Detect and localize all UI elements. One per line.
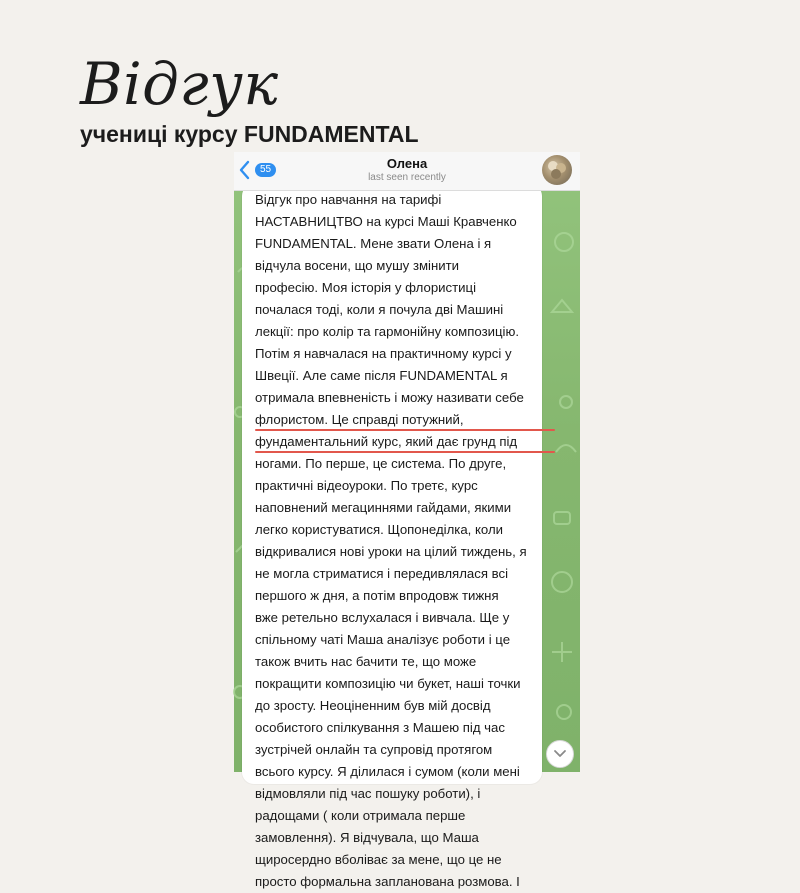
message-line: практичні відеоуроки. По третє, курс — [255, 478, 478, 493]
message-line: почалася тоді, коли я почула дві Машині — [255, 302, 504, 317]
message-line: спільному чаті Маша аналізує роботи і це — [255, 632, 511, 647]
message-line: флористом. Це справді потужний, — [255, 409, 555, 431]
message-line: отримала впевненість і можу називати себе — [255, 390, 524, 405]
message-line: професію. Моя історія у флористиці — [255, 280, 477, 295]
message-line: фундаментальний курс, який дає грунд під — [255, 431, 555, 453]
message-line: всього курсу. Я ділилася і сумом (коли мені — [255, 764, 520, 779]
message-line: зустрічей онлайн та супровід протягом — [255, 742, 493, 757]
message-line: відкривалися нові уроки на цілий тиждень, я — [255, 544, 527, 559]
bouquet-photo-icon — [542, 155, 572, 185]
chat-screenshot — [234, 152, 580, 889]
message-line: FUNDAMENTAL. Мене звати Олена і я — [255, 236, 492, 251]
message-line: до зросту. Неоціненним був мій досвід — [255, 698, 491, 713]
message-line: першого ж дня, а потім впродовж тижня — [255, 588, 499, 603]
message-line: просто формальна запланована розмова. І — [255, 874, 520, 889]
unread-count-badge: 55 — [255, 163, 276, 177]
message-line: також вчить нас бачити те, що може — [255, 654, 477, 669]
message-line: замовлення). Я відчувала, що Маша — [255, 830, 479, 845]
contact-status: last seen recently — [368, 172, 446, 183]
page-title: Відгук — [80, 50, 279, 118]
message-line: особистого спілкування з Машею під час — [255, 720, 505, 735]
message-line: вже ретельно вслухалася і вивчала. Ще у — [255, 610, 510, 625]
message-text — [255, 189, 555, 893]
chevron-down-icon — [554, 750, 566, 758]
chat-header — [234, 152, 580, 191]
message-line: Швеції. Але саме після FUNDAMENTAL я — [255, 368, 508, 383]
message-line: не могла стриматися і передивлялася всі — [255, 566, 509, 581]
page-subtitle: учениці курсу FUNDAMENTAL — [80, 121, 419, 147]
message-line: відчула восени, що мушу змінити — [255, 258, 460, 273]
message-line: лекції: про колір та гармонійну композицію. — [255, 324, 520, 339]
avatar[interactable] — [542, 155, 572, 185]
message-line: ногами. По перше, це система. По друге, — [255, 456, 507, 471]
message-line: радощами ( коли отримала перше — [255, 808, 466, 823]
message-line: легко користуватися. Щопонеділка, коли — [255, 522, 504, 537]
message-line: Потім я навчалася на практичному курсі у — [255, 346, 512, 361]
message-line: НАСТАВНИЦТВО на курсі Маші Кравченко — [255, 214, 517, 229]
message-line: покращити композицію чи букет, наші точки — [255, 676, 521, 691]
scroll-down-button[interactable] — [546, 740, 574, 768]
message-line: відмовляли під час пошуку роботи), і — [255, 786, 481, 801]
message-line: щиросердно вболіває за мене, що це не — [255, 852, 502, 867]
contact-name[interactable]: Олена — [386, 156, 428, 171]
message-line: наповнений мегациннями гайдами, якими — [255, 500, 512, 515]
message-bubble — [242, 184, 542, 889]
message-line: Відгук про навчання на тарифі — [255, 192, 442, 207]
